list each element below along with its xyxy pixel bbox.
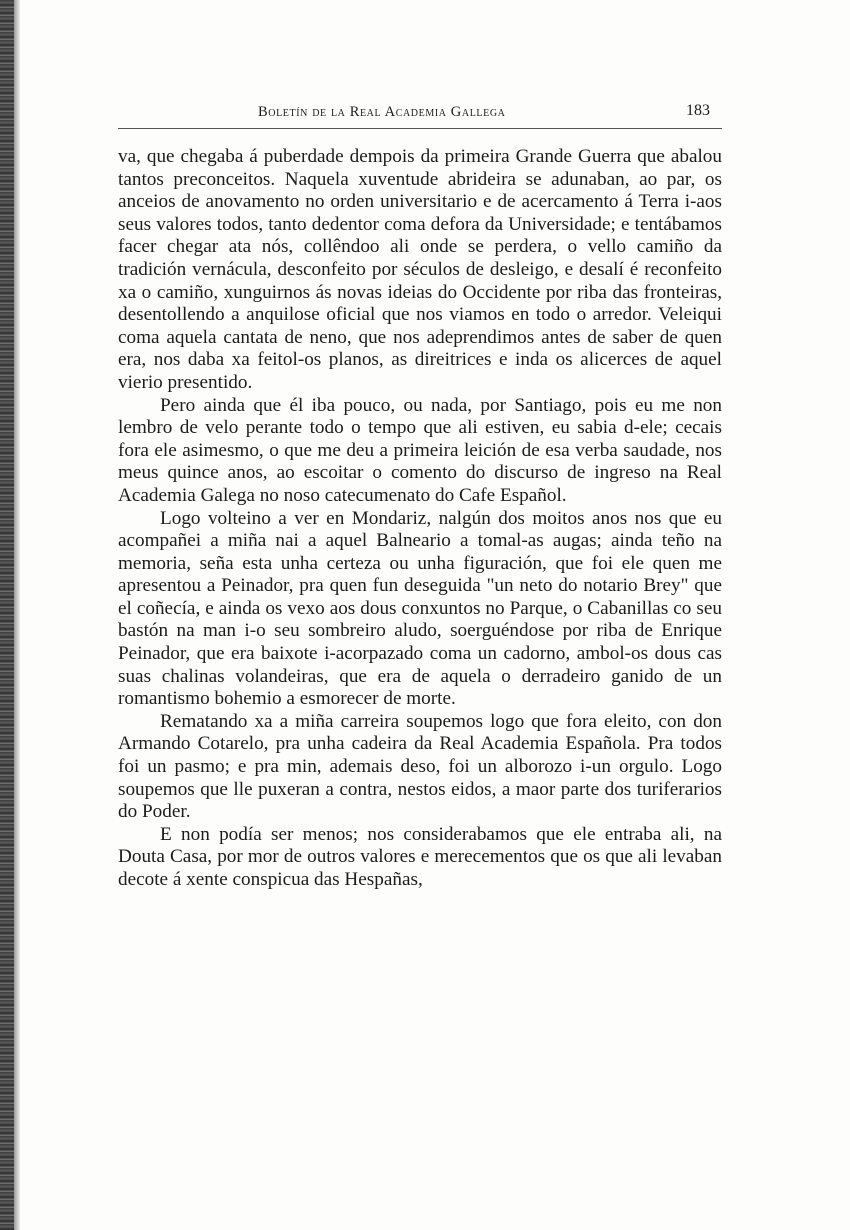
page-binding-shadow [14, 0, 20, 1230]
running-header [118, 100, 722, 129]
body-text [118, 146, 722, 892]
page-binding-edge [0, 0, 14, 1230]
paragraph: E non podía ser menos; nos considerabamos que ele entraba ali, na Douta Casa, por mor de outros valores e merecementos que os que ali levaban decote á xente conspicua das Hespañas, [118, 823, 722, 890]
paragraph: va, que chegaba á puberdade dempois da primeira Grande Guerra que abalou tantos preconceitos. Naquela xuventude abrideira se adunaban, ao par, os anceios de anovamento no orden universitario e de acercamento á Terra i-aos seus valores todos, tanto dedentor coma defora da Universidade; e tentábamos facer chegar ata nós, collêndoo ali onde se perdera, o vello camiño da tradición vernácula, desconfeito por séculos de desleigo, e desalí é reconfeito xa o camiño, xunguirnos ás novas ideias do Occidente por riba das fronteiras, desentollendo a anquilose oficial que nos viamos en todo o arredor. Veleiqui coma aquela cantata de neno, que nos adeprendimos antes de saber de quen era, nos daba xa feitol-os planos, as direitrices e inda os alicerces de aquel vierio presentido. [118, 146, 722, 393]
running-title: Boletín de la Real Academia Gallega [258, 104, 506, 120]
paragraph: Rematando xa a miña carreira soupemos logo que fora eleito, con don Armando Cotarelo, pra unha cadeira da Real Academia Española. Pra todos foi un pasmo; e pra min, ademais deso, foi un alborozo i-un orgulo. Logo soupemos que lle puxeran a contra, nestos eidos, a maor parte dos turiferarios do Poder. [118, 710, 722, 823]
paragraph: Logo volteino a ver en Mondariz, nalgún dos moitos anos nos que eu acompañei a miña nai a aquel Balneario a tomal-as augas; ainda teño na memoria, seña esta unha certeza ou unha figuración, que foi ele quen me apresentou a Peinador, pra quen fun deseguida "un neto do notario Brey" que el coñecía, e ainda os vexo aos dous conxuntos no Parque, o Cabanillas co seu bastón na man i-o seu sombreiro aludo, soerguéndose por riba de Enrique Peinador, que era baixote i-acorpazado coma un cadorno, ambol-os dous cas suas chalinas volandeiras, que era de aquela o derradeiro ganido de un romantismo bohemio a esmorecer de morte. [118, 507, 722, 710]
paragraph: Pero ainda que él iba pouco, ou nada, por Santiago, pois eu me non lembro de velo perante todo o tempo que ali estiven, eu sabia d-ele; cecais fora ele asimesmo, o que me deu a primeira leición de esa verba saudade, nos meus quince anos, ao escoitar o comento do discurso de ingreso na Real Academia Galega no noso catecumenato do Cafe Español. [118, 394, 722, 506]
page-number: 183 [686, 102, 710, 119]
